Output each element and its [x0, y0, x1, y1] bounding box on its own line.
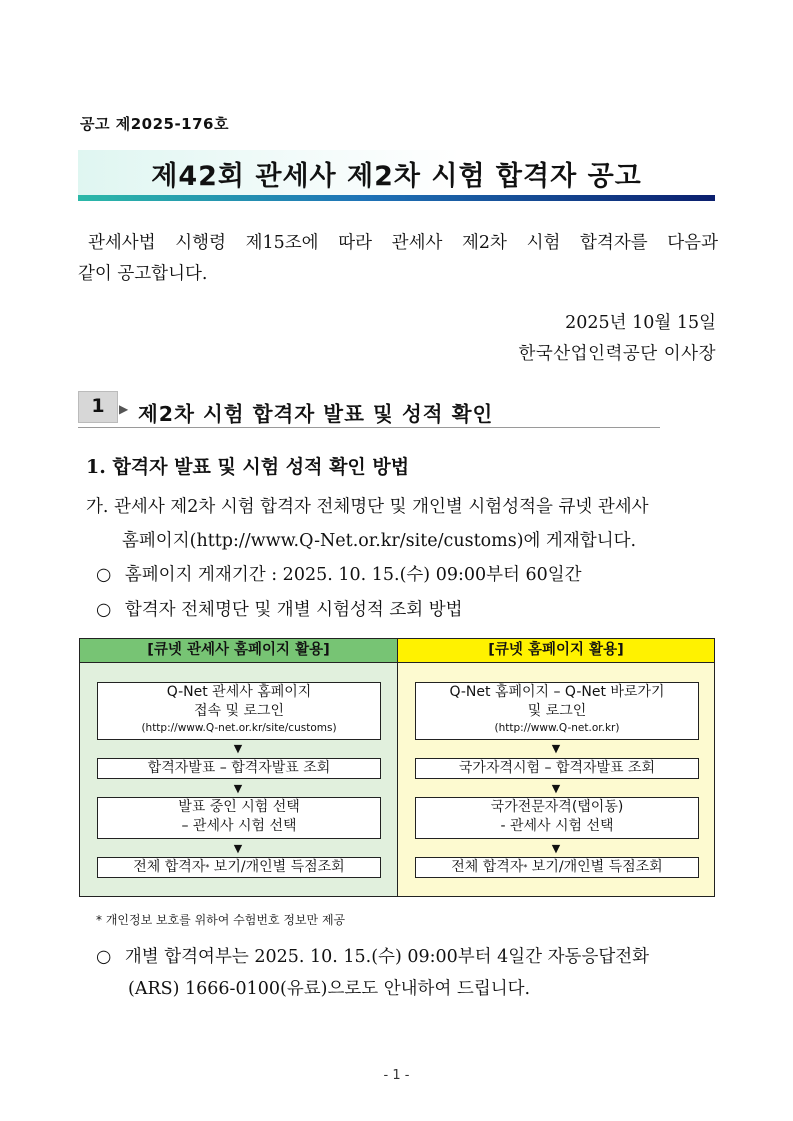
bullet-circle-icon: ○	[96, 947, 112, 967]
issuer-name: 한국산업인력공단 이사장	[518, 344, 716, 364]
intro-line-1: 관세사법 시행령 제15조에 따라 관세사 제2차 시험 합격자를 다음과	[88, 233, 718, 253]
footnote-mark: *	[523, 863, 528, 872]
intro-paragraph	[78, 228, 718, 290]
flow-right-step-view-scores-tail: 보기/개인별 득점조회	[527, 859, 663, 875]
flow-right-step-view-scores-text: 전체 합격자	[451, 859, 524, 875]
page-number: - 1 -	[383, 1068, 410, 1083]
flow-left-step-results: 합격자발표 – 합격자발표 조회	[97, 758, 381, 779]
bullet-lookup-method	[96, 596, 463, 621]
flow-arrow-down-icon: ▼	[233, 782, 243, 795]
bullet-lookup-method-text: 합격자 전체명단 및 개별 시험성적 조회 방법	[124, 600, 463, 620]
footnote-mark: *	[205, 863, 210, 872]
flow-arrow-down-icon: ▼	[551, 782, 561, 795]
flow-left-step-login-url: (http://www.Q-net.or.kr/site/customs)	[141, 722, 337, 734]
flow-left-step-login-line1: Q-Net 관세사 홈페이지	[166, 684, 312, 700]
flow-arrow-down-icon: ▼	[233, 842, 243, 855]
flow-arrow-down-icon: ▼	[551, 742, 561, 755]
bullet-ars-guide-line1: 개별 합격여부는 2025. 10. 15.(수) 09:00부터 4일간 자동응답전화	[124, 947, 650, 967]
flow-arrow-down-icon: ▼	[551, 842, 561, 855]
flow-left-step-select-exam	[97, 797, 381, 839]
flow-right-step-login-url: (http://www.Q-net.or.kr)	[494, 722, 620, 734]
flow-left-step-login-line2: 접속 및 로그인	[193, 703, 285, 719]
subsection-heading: 1. 합격자 발표 및 시험 성적 확인 방법	[86, 456, 410, 478]
flow-right-step-results: 국가자격시험 – 합격자발표 조회	[415, 758, 699, 779]
bullet-circle-icon: ○	[96, 565, 112, 585]
flow-right-header: [큐넷 홈페이지 활용]	[398, 639, 714, 663]
flow-right-step-login-line2: 및 로그인	[527, 703, 587, 719]
bullet-ars-guide-line2: (ARS) 1666-0100(유료)으로도 안내하여 드립니다.	[128, 979, 531, 999]
bullet-ars-guide	[96, 943, 649, 968]
bullet-posting-period	[96, 561, 582, 586]
flow-right-step-view-scores	[415, 857, 699, 878]
flow-right-step-select-exam-line2: - 관세사 시험 선택	[500, 818, 614, 834]
item-ga-line-2: 홈페이지(http://www.Q-Net.or.kr/site/customs)에 게재합니다.	[122, 531, 637, 551]
flow-arrow-down-icon: ▼	[233, 742, 243, 755]
flow-column-qnet	[398, 639, 714, 896]
section-number: 1	[91, 395, 105, 417]
notice-date: 2025년 10월 15일	[565, 313, 716, 333]
flow-left-step-select-exam-line2: – 관세사 시험 선택	[181, 818, 297, 834]
flow-right-step-login	[415, 682, 699, 740]
flow-left-step-login	[97, 682, 381, 740]
section-divider	[78, 427, 660, 428]
flow-right-step-login-line1: Q-Net 홈페이지 – Q-Net 바로가기	[449, 684, 665, 700]
section-number-badge	[78, 391, 118, 423]
flow-left-step-view-scores-text: 전체 합격자	[133, 859, 206, 875]
section-arrow-icon: ▶	[119, 402, 129, 416]
title-banner	[78, 150, 715, 201]
bullet-circle-icon: ○	[96, 600, 112, 620]
lookup-flowchart	[79, 638, 715, 897]
item-ga-line-1: 가. 관세사 제2차 시험 합격자 전체명단 및 개인별 시험성적을 큐넷 관세사	[86, 497, 649, 517]
notice-number: 공고 제2025-176호	[80, 115, 229, 133]
section-title: 제2차 시험 합격자 발표 및 성적 확인	[138, 402, 494, 426]
page-title: 제42회 관세사 제2차 시험 합격자 공고	[151, 161, 642, 192]
title-underline	[78, 195, 715, 201]
bullet-posting-period-text: 홈페이지 게재기간 : 2025. 10. 15.(수) 09:00부터 60일간	[124, 565, 582, 585]
flow-left-header: [큐넷 관세사 홈페이지 활용]	[80, 639, 397, 663]
privacy-footnote: * 개인정보 보호를 위하여 수험번호 정보만 제공	[96, 913, 346, 927]
flow-column-qnet-customs	[80, 639, 398, 896]
flow-left-step-select-exam-line1: 발표 중인 시험 선택	[178, 799, 300, 815]
flow-left-step-view-scores-tail: 보기/개인별 득점조회	[209, 859, 345, 875]
flow-left-step-view-scores	[97, 857, 381, 878]
intro-line-2: 같이 공고합니다.	[78, 264, 208, 284]
flow-right-step-select-exam	[415, 797, 699, 839]
flow-right-step-select-exam-line1: 국가전문자격(탭이동)	[490, 799, 624, 815]
